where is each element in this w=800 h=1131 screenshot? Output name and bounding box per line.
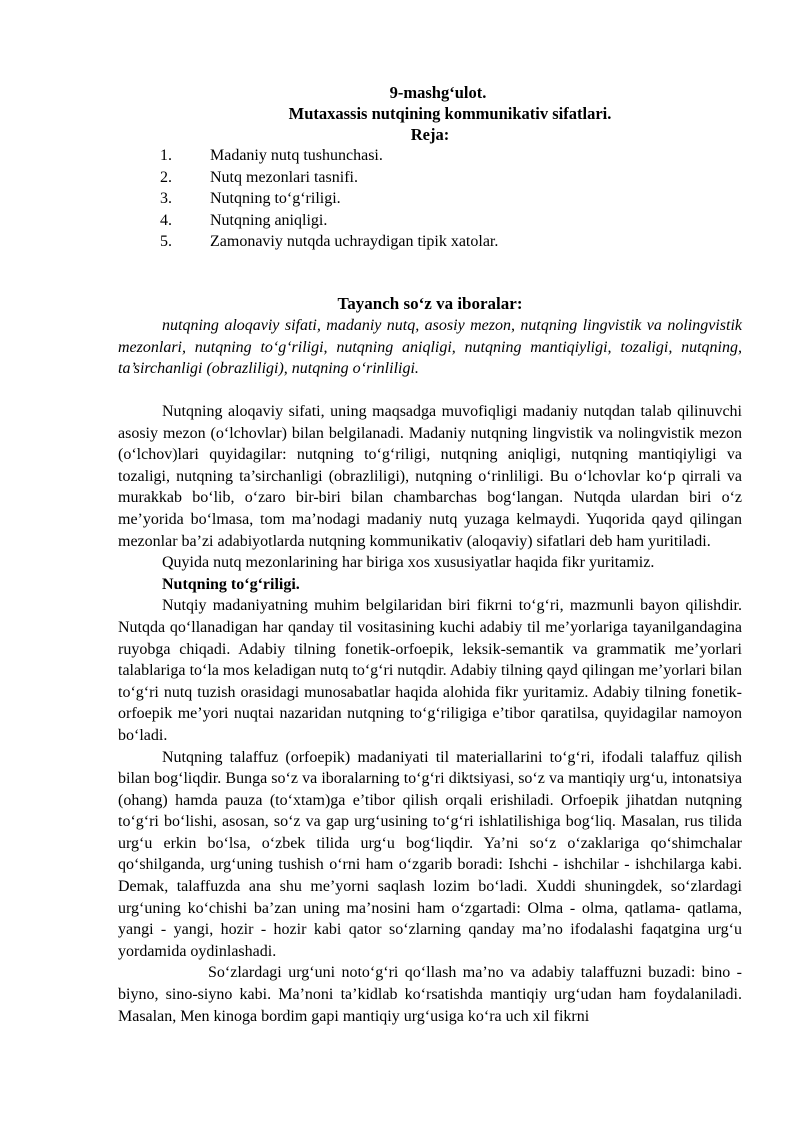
plan-item [160, 231, 498, 253]
keywords-block [118, 315, 742, 380]
plan-title: Reja: [410, 125, 450, 144]
plan-item-number: 5. [160, 233, 172, 250]
plan-item [160, 210, 498, 232]
lesson-number: 9-mashg‘ulot. [389, 83, 487, 102]
paragraph: Nutqiy madaniyatning muhim belgilaridan biri fikrni to‘g‘ri, mazmunli bayon qilishdir. Nutqda qo‘llanadigan har qanday til vositasining kuchi adabiy til me’yorlariga tayanilgandagina ruyobga chiqadi. Adabiy tilning fonetik-orfoepik, leksik-semantik va grammatik me’yorlari talablariga to‘la mos keladigan nutq to‘g‘ri nutqdir. Adabiy tilning qayd qilingan me’yorlari bilan to‘g‘ri nutq tuzish orasidagi munosabatlar haqida alohida fikr yuritamiz. Adabiy tilning fonetik-orfoepik me’yori nuqtai nazaridan nutqning to‘g‘riligiga e’tibor qaratilsa, quyidagilar namoyon bo‘ladi. [118, 597, 742, 744]
plan-item-text: Madaniy nutq tushunchasi. [210, 147, 383, 164]
keywords-title: Tayanch so‘z va iboralar: [337, 294, 523, 313]
body-text [118, 401, 742, 1027]
paragraph: Nutqning talaffuz (orfoepik) madaniyati til materiallarini to‘g‘ri, ifodali talaffuz qilish bilan bog‘liqdir. Bunga so‘z va iboralarning to‘g‘ri diktsiyasi, so‘z va mantiqiy urg‘u, intonatsiya (ohang) hamda pauza (to‘xtam)ga e’tibor qilish orqali erishiladi. Orfoepik jihatdan nutqning to‘g‘ri bo‘lishi, asosan, so‘z va gap urg‘usining to‘g‘ri ishlatilishiga bog‘liq. Masalan, rus tilida urg‘u erkin bo‘lsa, o‘zbek tilida urg‘u bog‘liqdir. Ya’ni so‘z o‘zaklariga qo‘shimchalar qo‘shilganda, urg‘uning tushish o‘rni ham o‘zgarib boradi: Ishchi - ishchilar - ishchilarga kabi. Demak, talaffuzda ana shu me’yorni saqlash lozim bo‘ladi. Xuddi shuningdek, so‘zlardagi urg‘uning ko‘chishi ba’zan uning ma’nosini ham o‘zgartadi: Olma - olma, qatlama- qatlama, yangi - yangi, hozir - hozir kabi qator so‘zlarning qanday ma’no ifodalashi faqatgina urg‘u yordamida oydinlashadi. [118, 748, 742, 960]
paragraph: Quyida nutq mezonlarining har biriga xos xususiyatlar haqida fikr yuritamiz. [162, 554, 655, 572]
section-heading: Nutqning to‘g‘riligi. [162, 575, 300, 593]
plan-item [160, 145, 498, 167]
lesson-title: Mutaxassis nutqining kommunikativ sifatlari. [288, 104, 612, 123]
plan-item-text: Nutqning to‘g‘riligi. [210, 190, 341, 207]
plan-item-number: 4. [160, 211, 172, 229]
plan-item [160, 188, 498, 210]
plan-item [160, 167, 498, 189]
paragraph: Nutqning aloqaviy sifati, uning maqsadga muvofiqligi madaniy nutqdan talab qilinuvchi asosiy mezon (o‘lchovlar) bilan belgilanadi. Madaniy nutqning lingvistik va nolingvistik mezon (o‘lchov)lari quyidagilar: nutqning to‘g‘riligi, nutqning aniqligi, nutqning mantiqiyligi va tozaligi, nutqning ta’sirchanligi (obrazliligi), nutqning o‘rinliligi. Bu o‘lchovlar ko‘p qirrali va murakkab bo‘lib, o‘zaro bir-biri bilan chambarchas bog‘langan. Nutqda ulardan biri o‘z me’yorida bo‘lmasa, tom ma’nodagi madaniy nutq yuzaga kelmaydi. Yuqorida qayd qilingan mezonlar ba’zi adabiyotlarda nutqning kommunikativ (aloqaviy) sifatlari deb ham yuritiladi. [118, 403, 742, 550]
plan-item-number: 3. [160, 190, 172, 207]
plan-item-text: Nutq mezonlari tasnifi. [210, 168, 358, 186]
plan-item-number: 2. [160, 168, 172, 186]
plan-list [160, 145, 498, 253]
paragraph: So‘zlardagi urg‘uni noto‘g‘ri qo‘llash ma’no va adabiy talaffuzni buzadi: bino - biyno, sino-siyno kabi. Ma’noni ta’kidlab ko‘rsatishda mantiqiy urg‘udan ham foydalaniladi. Masalan, Men kinoga bordim gapi mantiqiy urg‘usiga ko‘ra uch xil fikrni [118, 964, 742, 1025]
plan-item-text: Zamonaviy nutqda uchraydigan tipik xatolar. [210, 233, 499, 250]
plan-item-text: Nutqning aniqligi. [210, 211, 328, 229]
plan-item-number: 1. [160, 147, 172, 164]
keywords-text: nutqning aloqaviy sifati, madaniy nutq, asosiy mezon, nutqning lingvistik va nolingvistik mezonlari, nutqning to‘g‘riligi, nutqning aniqligi, nutqning mantiqiyligi, tozaligi, nutqning, ta’sirchanligi (obrazliligi), nutqning o‘rinliligi. [118, 317, 742, 378]
